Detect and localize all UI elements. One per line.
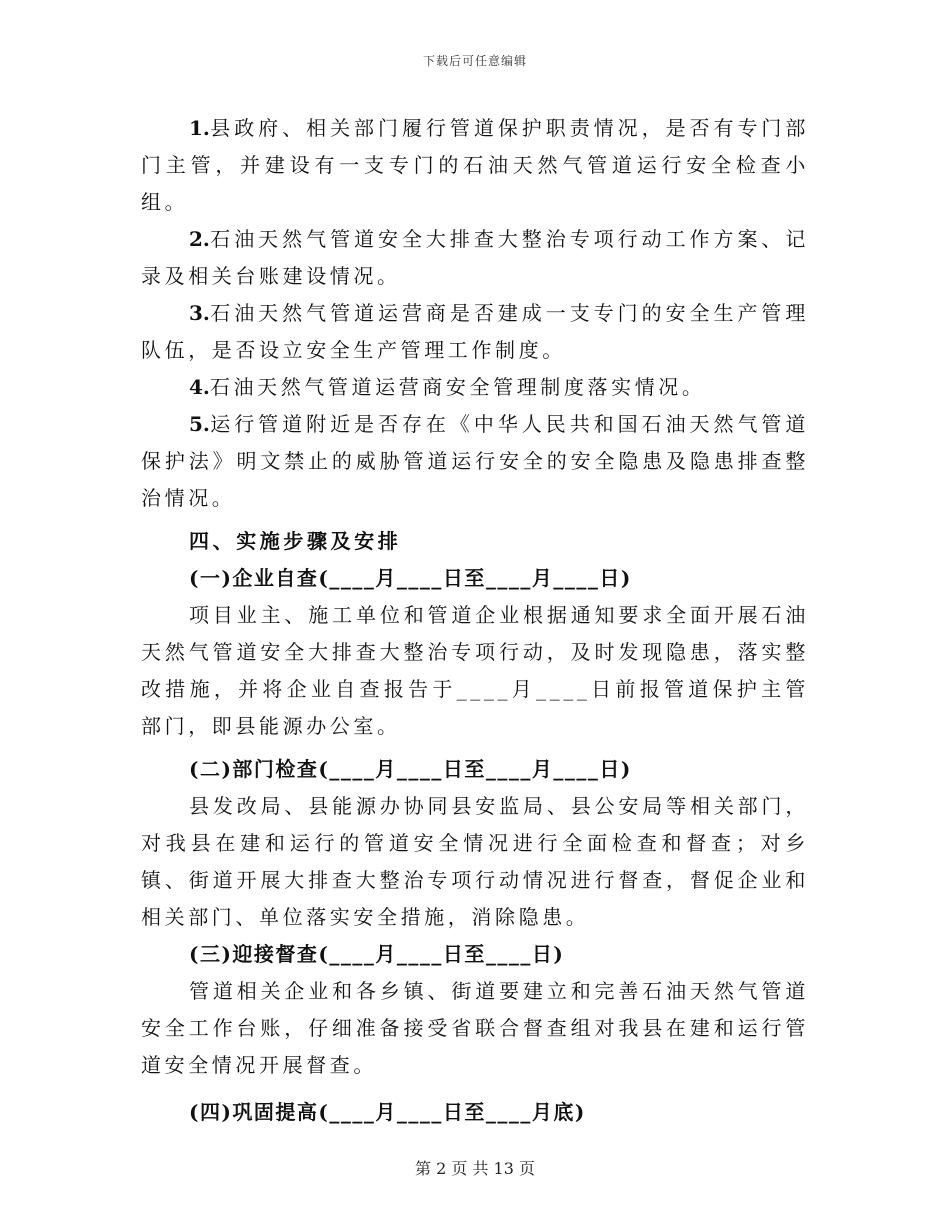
list-item bbox=[141, 406, 809, 517]
item-text: 石油天然气管道运营商安全管理制度落实情况。 bbox=[209, 375, 706, 399]
page-number: 第 2 页 共 13 页 bbox=[415, 1159, 535, 1178]
item-number: 1. bbox=[189, 116, 210, 140]
item-number: 5. bbox=[189, 412, 210, 436]
item-number: 3. bbox=[189, 301, 210, 325]
item-text: 石油天然气管道运营商是否建成一支专门的安全生产管理队伍，是否设立安全生产管理工作制度。 bbox=[141, 301, 809, 362]
item-text: 县政府、相关部门履行管道保护职责情况，是否有专门部门主管，并建设有一支专门的石油天然气管道运行安全检查小组。 bbox=[141, 116, 809, 214]
list-item bbox=[141, 221, 809, 295]
item-text: 石油天然气管道安全大排查大整治专项行动工作方案、记录及相关台账建设情况。 bbox=[141, 227, 809, 288]
step-body: 项目业主、施工单位和管道企业根据通知要求全面开展石油天然气管道安全大排查大整治专项行动，及时发现隐患，落实整改措施，并将企业自查报告于____月____日前报管道保护主管部门，即县能源办公室。 bbox=[141, 603, 809, 738]
list-item bbox=[141, 295, 809, 369]
item-number: 4. bbox=[189, 375, 210, 399]
section-heading: 四、实施步骤及安排 bbox=[189, 529, 402, 553]
list-item bbox=[141, 369, 809, 406]
list-item bbox=[141, 110, 809, 221]
step-heading: (二)部门检查(____月____日至____月____日) bbox=[189, 757, 632, 781]
document-body bbox=[141, 110, 809, 1131]
item-text: 运行管道附近是否存在《中华人民共和国石油天然气管道保护法》明文禁止的威胁管道运行安全的安全隐患及隐患排查整治情况。 bbox=[141, 412, 809, 510]
step-heading: (四)巩固提高(____月____日至____月底) bbox=[189, 1100, 586, 1124]
step-body: 县发改局、县能源办协同县安监局、县公安局等相关部门，对我县在建和运行的管道安全情况进行全面检查和督查；对乡镇、街道开展大排查大整治专项行动情况进行督查，督促企业和相关部门、单位落实安全措施，消除隐患。 bbox=[141, 794, 809, 929]
step-body: 管道相关企业和各乡镇、街道要建立和完善石油天然气管道安全工作台账，仔细准备接受省联合督查组对我县在建和运行管道安全情况开展督查。 bbox=[141, 979, 809, 1077]
page-header-note: 下载后可任意编辑 bbox=[422, 54, 527, 68]
step-heading: (三)迎接督查(____月____日至____日) bbox=[189, 942, 565, 966]
item-number: 2. bbox=[189, 227, 210, 251]
step-heading: (一)企业自查(____月____日至____月____日) bbox=[189, 566, 632, 590]
